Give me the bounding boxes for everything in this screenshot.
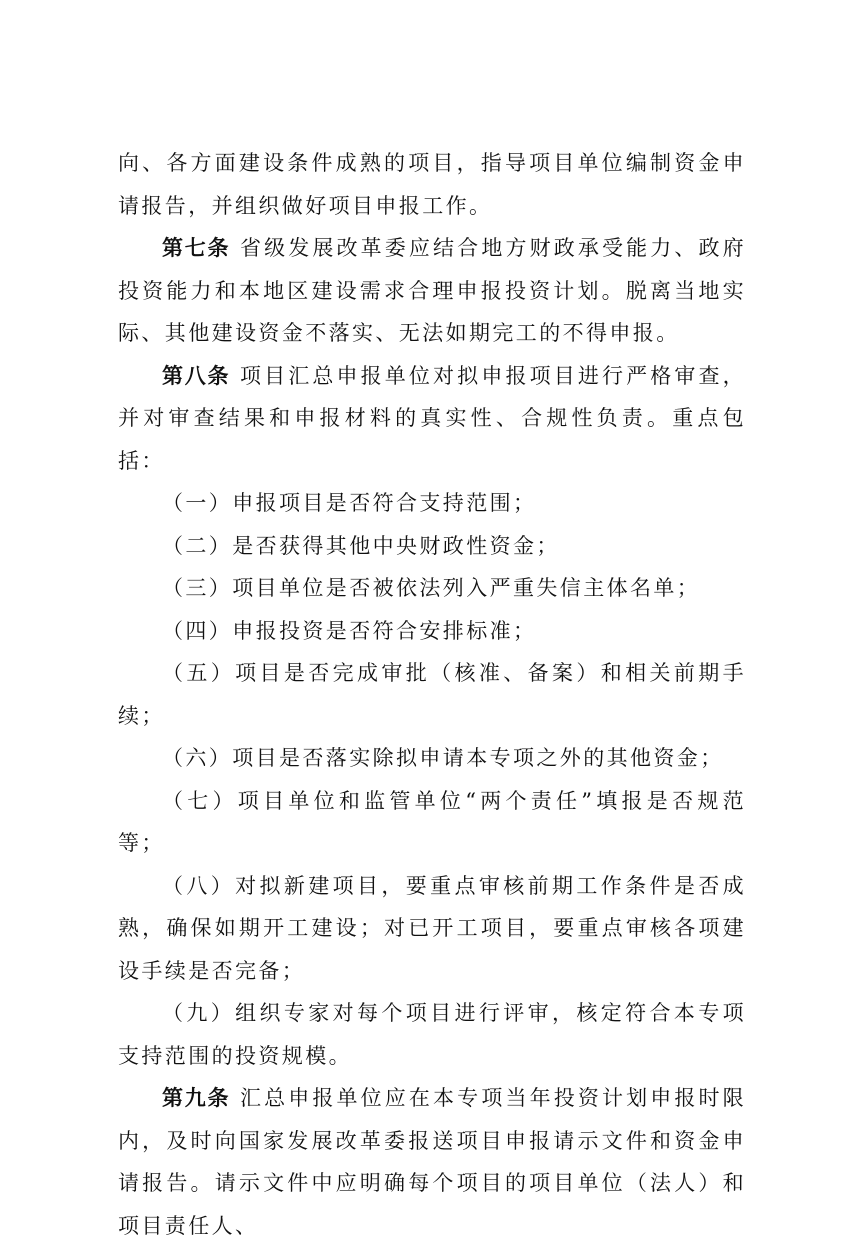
list-item xyxy=(118,992,746,1077)
list-item-text: （四）申报投资是否符合安排标准； xyxy=(162,618,537,643)
list-item-text: （七）项目单位和监管单位“两个责任”填报是否规范等； xyxy=(118,788,746,855)
article-heading: 第七条 xyxy=(162,236,231,260)
list-item-text: （六）项目是否落实除拟申请本专项之外的其他资金； xyxy=(162,746,724,770)
list-item xyxy=(118,652,746,737)
list-item xyxy=(118,610,746,653)
list-item xyxy=(118,737,746,780)
article-heading: 第八条 xyxy=(162,363,231,388)
list-item-text: （一）申报项目是否符合支持范围； xyxy=(162,491,537,515)
article-9 xyxy=(118,1077,746,1247)
paragraph-text: 省级发展改革委应结合地方财政承受能力、政府投资能力和本地区建设需求合理申报投资计划。脱离当地实际、其他建设资金不落实、无法如期完工的不得申报。 xyxy=(118,236,747,345)
paragraph-text: 项目汇总申报单位对拟申报项目进行严格审查，并对审查结果和申报材料的真实性、合规性负责。重点包括： xyxy=(118,363,747,473)
paragraph-text: 向、各方面建设条件成熟的项目，指导项目单位编制资金申请报告，并组织做好项目申报工作。 xyxy=(118,151,746,218)
list-item xyxy=(118,780,746,865)
list-item-text: （二）是否获得其他中央财政性资金； xyxy=(162,533,560,558)
list-item xyxy=(118,865,746,993)
list-item-text: （九）组织专家对每个项目进行评审，核定符合本专项支持范围的投资规模。 xyxy=(118,1001,746,1068)
list-item xyxy=(118,567,746,610)
list-item-text: （三）项目单位是否被依法列入严重失信主体名单； xyxy=(162,576,701,600)
list-item-text: （八）对拟新建项目，要重点审核前期工作条件是否成熟，确保如期开工建设；对已开工项目，要重点审核各项建设手续是否完备； xyxy=(118,873,746,983)
document-body xyxy=(118,142,746,1247)
article-7 xyxy=(118,227,746,355)
list-item xyxy=(118,482,746,525)
paragraph-continuation xyxy=(118,142,746,227)
list-item xyxy=(118,525,746,568)
article-heading: 第九条 xyxy=(162,1086,231,1110)
article-8 xyxy=(118,355,746,483)
list-item-text: （五）项目是否完成审批（核准、备案）和相关前期手续； xyxy=(118,661,746,728)
paragraph-text: 汇总申报单位应在本专项当年投资计划申报时限内，及时向国家发展改革委报送项目申报请示文件和资金申请报告。请示文件中应明确每个项目的项目单位（法人）和项目责任人、 xyxy=(118,1086,747,1238)
